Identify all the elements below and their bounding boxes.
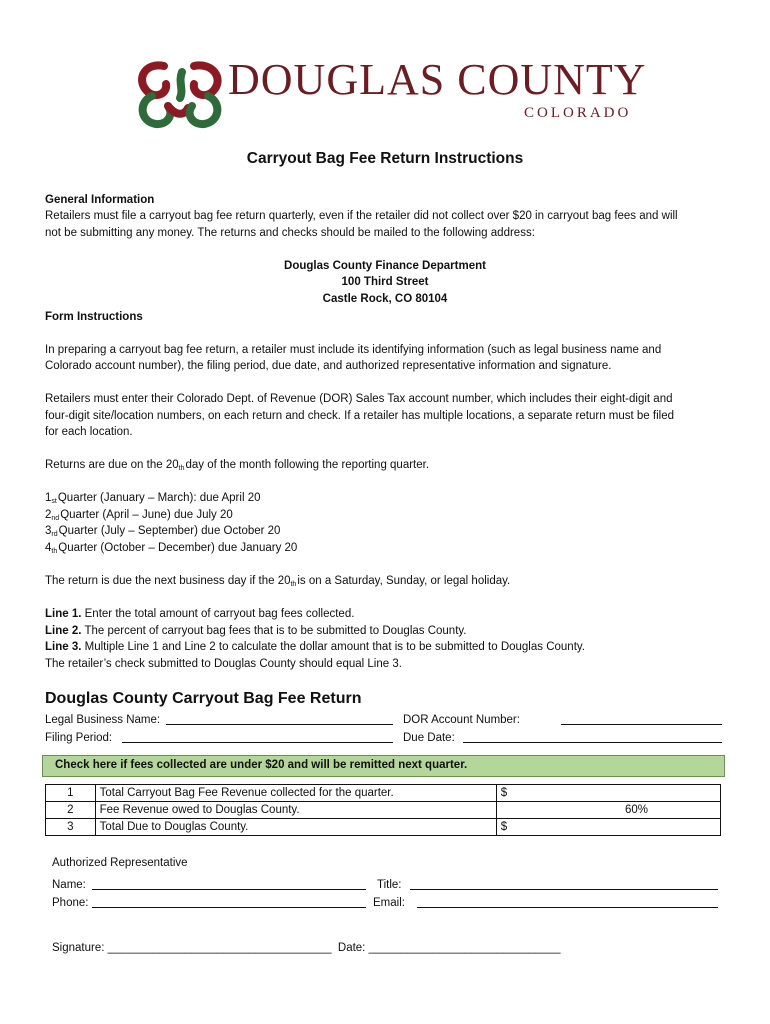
filing-period-label: Filing Period: [45, 732, 113, 744]
general-text-1: Retailers must file a carryout bag fee return quarterly, even if the retailer did not collect over $20 in carryout bag fees and will [45, 210, 678, 222]
dor-account-label: DOR Account Number: [403, 714, 520, 726]
row-amount-field[interactable]: $ [496, 819, 720, 836]
page-title: Carryout Bag Fee Return Instructions [246, 150, 524, 167]
para1-line2: Colorado account number), the filing period, due date, and authorized representative information and signature. [45, 360, 612, 372]
filing-period-field[interactable] [122, 742, 393, 743]
email-field[interactable] [417, 907, 718, 908]
check-note: The retailer’s check submitted to Douglas County should equal Line 3. [45, 658, 402, 670]
line-label: Line 3. [45, 641, 82, 653]
row-number: 1 [46, 785, 96, 802]
quarter-num: 1 [45, 492, 52, 504]
line-text: Enter the total amount of carryout bag fees collected. [84, 608, 355, 620]
address-line-3: Castle Rock, CO 80104 [322, 293, 448, 305]
authorized-rep-heading: Authorized Representative [52, 857, 188, 869]
line-label: Line 1. [45, 608, 82, 620]
line-text: Multiple Line 1 and Line 2 to calculate the dollar amount that is to be submitted to Douglas County. [84, 641, 585, 653]
email-label: Email: [373, 897, 405, 909]
phone-field[interactable] [92, 907, 366, 908]
quarter-sup: nd [51, 515, 60, 522]
address-line-2: 100 Third Street [341, 276, 429, 288]
row-percent-value: 60% [496, 802, 720, 819]
under-20-checkbox-label: Check here if fees collected are under $20 and will be remitted next quarter. [55, 759, 468, 771]
line-label: Line 2. [45, 625, 82, 637]
form-title: Douglas County Carryout Bag Fee Return [45, 690, 362, 707]
quarter-sup: st [51, 498, 57, 505]
quarter-text: Quarter (April – June) due July 20 [60, 509, 233, 521]
quarter-sup: rd [51, 531, 58, 538]
row-description: Fee Revenue owed to Douglas County. [95, 802, 496, 819]
para1-line1: In preparing a carryout bag fee return, a retailer must include its identifying information (such as legal business name and [45, 344, 662, 356]
table-row [46, 819, 721, 836]
quarter-num: 2 [45, 509, 52, 521]
quarter-1 [45, 490, 260, 508]
dor-account-field[interactable] [561, 724, 722, 725]
signature-label: Signature: [52, 942, 105, 954]
logo-subtitle: COLORADO [524, 105, 632, 121]
due-date-note [45, 457, 429, 475]
name-field[interactable] [92, 889, 366, 890]
county-emblem-icon [132, 52, 232, 132]
logo-title: DOUGLAS COUNTY [228, 55, 647, 104]
row-description: Total Due to Douglas County. [95, 819, 496, 836]
date-field[interactable]: ______________________________ [368, 942, 561, 954]
quarter-3 [45, 523, 280, 541]
quarter-4 [45, 540, 297, 558]
para2-line3: for each location. [45, 426, 133, 438]
line-2-instruction [45, 623, 467, 639]
para2-line2: four-digit site/location numbers, on each return and check. If a retailer has multiple locations, a separate return must be filed [45, 410, 674, 422]
signature-row [52, 940, 560, 956]
table-row [46, 802, 721, 819]
general-heading: General Information [45, 194, 155, 206]
due-pre: Returns are due on the 20 [45, 459, 179, 471]
date-label: Date: [337, 942, 366, 954]
quarter-sup: th [51, 548, 58, 555]
due-sup: th [178, 465, 185, 472]
table-row [46, 785, 721, 802]
signature-field[interactable]: ___________________________________ [107, 942, 332, 954]
due-date-field[interactable] [463, 742, 722, 743]
row-description: Total Carryout Bag Fee Revenue collected for the quarter. [95, 785, 496, 802]
title-label: Title: [377, 879, 402, 891]
name-label: Name: [52, 879, 86, 891]
quarter-num: 4 [45, 542, 52, 554]
line-text: The percent of carryout bag fees that is to be submitted to Douglas County. [84, 625, 467, 637]
line-1-instruction [45, 606, 354, 622]
form-instructions-heading: Form Instructions [45, 311, 143, 323]
quarter-text: Quarter (October – December) due January 20 [58, 542, 298, 554]
legal-name-field[interactable] [166, 724, 393, 725]
under-20-checkbox-row[interactable] [42, 755, 725, 777]
legal-name-label: Legal Business Name: [45, 714, 161, 726]
holiday-note [45, 573, 510, 591]
address-line-1: Douglas County Finance Department [284, 260, 486, 272]
row-amount-field[interactable]: $ [496, 785, 720, 802]
quarter-text: Quarter (July – September) due October 20 [58, 525, 281, 537]
line-3-instruction [45, 639, 585, 655]
fee-table [45, 784, 721, 836]
holiday-post: is on a Saturday, Sunday, or legal holiday. [297, 575, 511, 587]
quarter-text: Quarter (January – March): due April 20 [57, 492, 261, 504]
phone-label: Phone: [52, 897, 89, 909]
holiday-pre: The return is due the next business day if the 20 [45, 575, 291, 587]
title-field[interactable] [410, 889, 718, 890]
quarter-num: 3 [45, 525, 52, 537]
para2-line1: Retailers must enter their Colorado Dept. of Revenue (DOR) Sales Tax account number, which includes their eight-digit and [45, 393, 673, 405]
row-number: 2 [46, 802, 96, 819]
due-post: day of the month following the reporting quarter. [185, 459, 430, 471]
due-date-label: Due Date: [403, 732, 455, 744]
row-number: 3 [46, 819, 96, 836]
general-text-2: not be submitting any money. The returns and checks should be mailed to the following address: [45, 227, 535, 239]
holiday-sup: th [290, 581, 297, 588]
